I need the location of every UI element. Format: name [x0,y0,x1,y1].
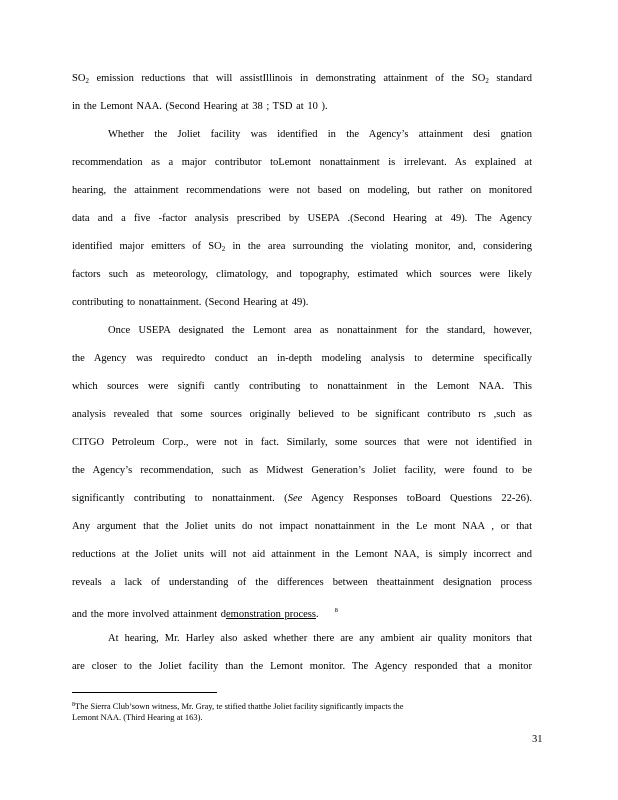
text-line: factors such as meteorology, climatology, and topography, estimated which sources were likely [72,269,532,280]
page-number: 31 [532,734,543,745]
text-line: contributing to nonattainment. (Second Hearing at 49). [72,297,309,308]
footnote: Lemont NAA. (Third Hearing at 163). [72,712,203,722]
footnote-divider [72,692,217,693]
text-line: reveals a lack of understanding of the differences between theattainment designation process [72,577,532,588]
text-line: identified major emitters of $SO_2$ in the area surrounding the violating monitor, and, considering [72,241,532,253]
text-line: are closer to the Joliet facility than the Lemont monitor. The Agency responded that a monitor [72,661,532,672]
text-line: hearing, the attainment recommendations were not based on modeling, but rather on monitored [72,185,532,196]
text-line: recommendation as a major contributor toLemont nonattainment is irrelevant. As explained at [72,157,532,168]
text-line: which sources were signifi cantly contributing to nonattainment in the Lemont NAA. This [72,381,532,392]
text-line: in the Lemont NAA. (Second Hearing at 38 ; TSD at 10 ). [72,101,328,112]
text-line: and the more involved attainment demonstration process. $^8$ [72,607,338,620]
text-line: the Agency’s recommendation, such as Midwest Generation’s Joliet facility, were found to be [72,465,532,476]
footnote: $^8$The Sierra Club’sown witness, Mr. Gray, te stified thatthe Joliet facility significantly impacts the [72,701,404,711]
text-line: data and a five -factor analysis prescribed by USEPA .(Second Hearing at 49). The Agency [72,213,532,224]
paragraph-start: At hearing, Mr. Harley also asked whether there are any ambient air quality monitors that [108,633,532,644]
text-line: analysis revealed that some sources originally believed to be significant contributo rs ,such as [72,409,532,420]
text-line: $SO_2$ emission reductions that will assistIllinois in demonstrating attainment of the $SO_2$ standard [72,73,532,85]
text-line: CITGO Petroleum Corp., were not in fact. Similarly, some sources that were not identified in [72,437,532,448]
text-line: Any argument that the Joliet units do not impact nonattainment in the Le mont NAA , or that [72,521,532,532]
paragraph-start: Once USEPA designated the Lemont area as nonattainment for the standard, however, [108,325,532,336]
text-line: reductions at the Joliet units will not aid attainment in the Lemont NAA, is simply incorrect and [72,549,532,560]
text-line: the Agency was requiredto conduct an in-depth modeling analysis to determine specifically [72,353,532,364]
text-line: significantly contributing to nonattainment. (See Agency Responses toBoard Questions 22-26). [72,493,533,504]
footnote-reference: 8 [334,607,338,614]
paragraph-start: Whether the Joliet facility was identified in the Agency’s attainment desi gnation [108,129,532,140]
